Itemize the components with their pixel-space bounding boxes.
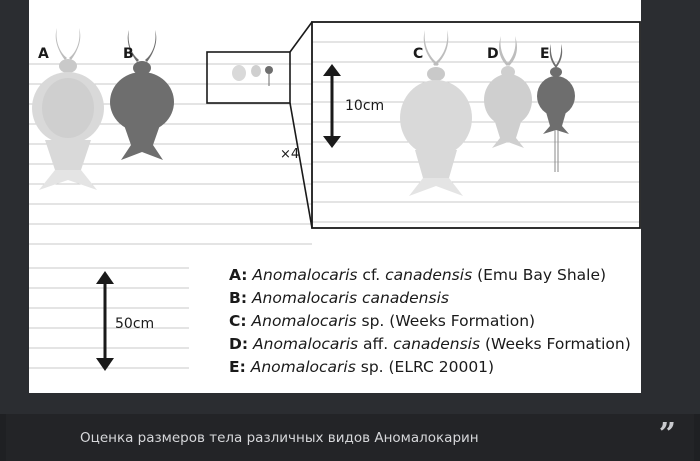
legend-row-c: C: Anomalocaris sp. (Weeks Formation) — [229, 312, 536, 330]
caption-bar — [0, 414, 700, 461]
specimen-e-silhouette — [537, 44, 575, 172]
image-caption: Оценка размеров тела различных видов Аномалокарин — [80, 430, 479, 446]
size-comparison-figure — [29, 0, 641, 393]
scale-label-10cm: 10cm — [345, 98, 385, 114]
zoom-inset-box — [312, 22, 640, 228]
specimen-c-silhouette — [400, 30, 472, 196]
magnification-label: ×4 — [280, 147, 300, 162]
caption-panel — [6, 414, 694, 461]
label-d: D — [487, 46, 499, 62]
zoom-source-box — [207, 52, 290, 103]
legend-row-e: E: Anomalocaris sp. (ELRC 20001) — [229, 358, 495, 376]
legend-row-d: D: Anomalocaris aff. canadensis (Weeks Formation) — [229, 335, 631, 353]
zoom-source-specimens — [232, 65, 273, 86]
legend-row-b: B: Anomalocaris canadensis — [229, 289, 449, 307]
specimen-b-silhouette — [110, 30, 174, 160]
scale-arrow-10cm — [323, 64, 341, 148]
zoom-projection-top — [290, 22, 312, 52]
scale-arrow-50cm — [96, 271, 114, 371]
label-e: E — [540, 46, 550, 62]
label-a: A — [38, 46, 49, 62]
scale-label-50cm: 50cm — [115, 316, 155, 332]
species-legend — [229, 264, 631, 379]
inset-grid — [312, 42, 640, 222]
quote-icon[interactable]: ” — [658, 417, 676, 452]
label-c: C — [413, 46, 424, 62]
legend-row-a: A: Anomalocaris cf. canadensis (Emu Bay Shale) — [229, 266, 607, 284]
zoom-projection-bottom — [290, 103, 312, 228]
label-b: B — [123, 46, 134, 62]
